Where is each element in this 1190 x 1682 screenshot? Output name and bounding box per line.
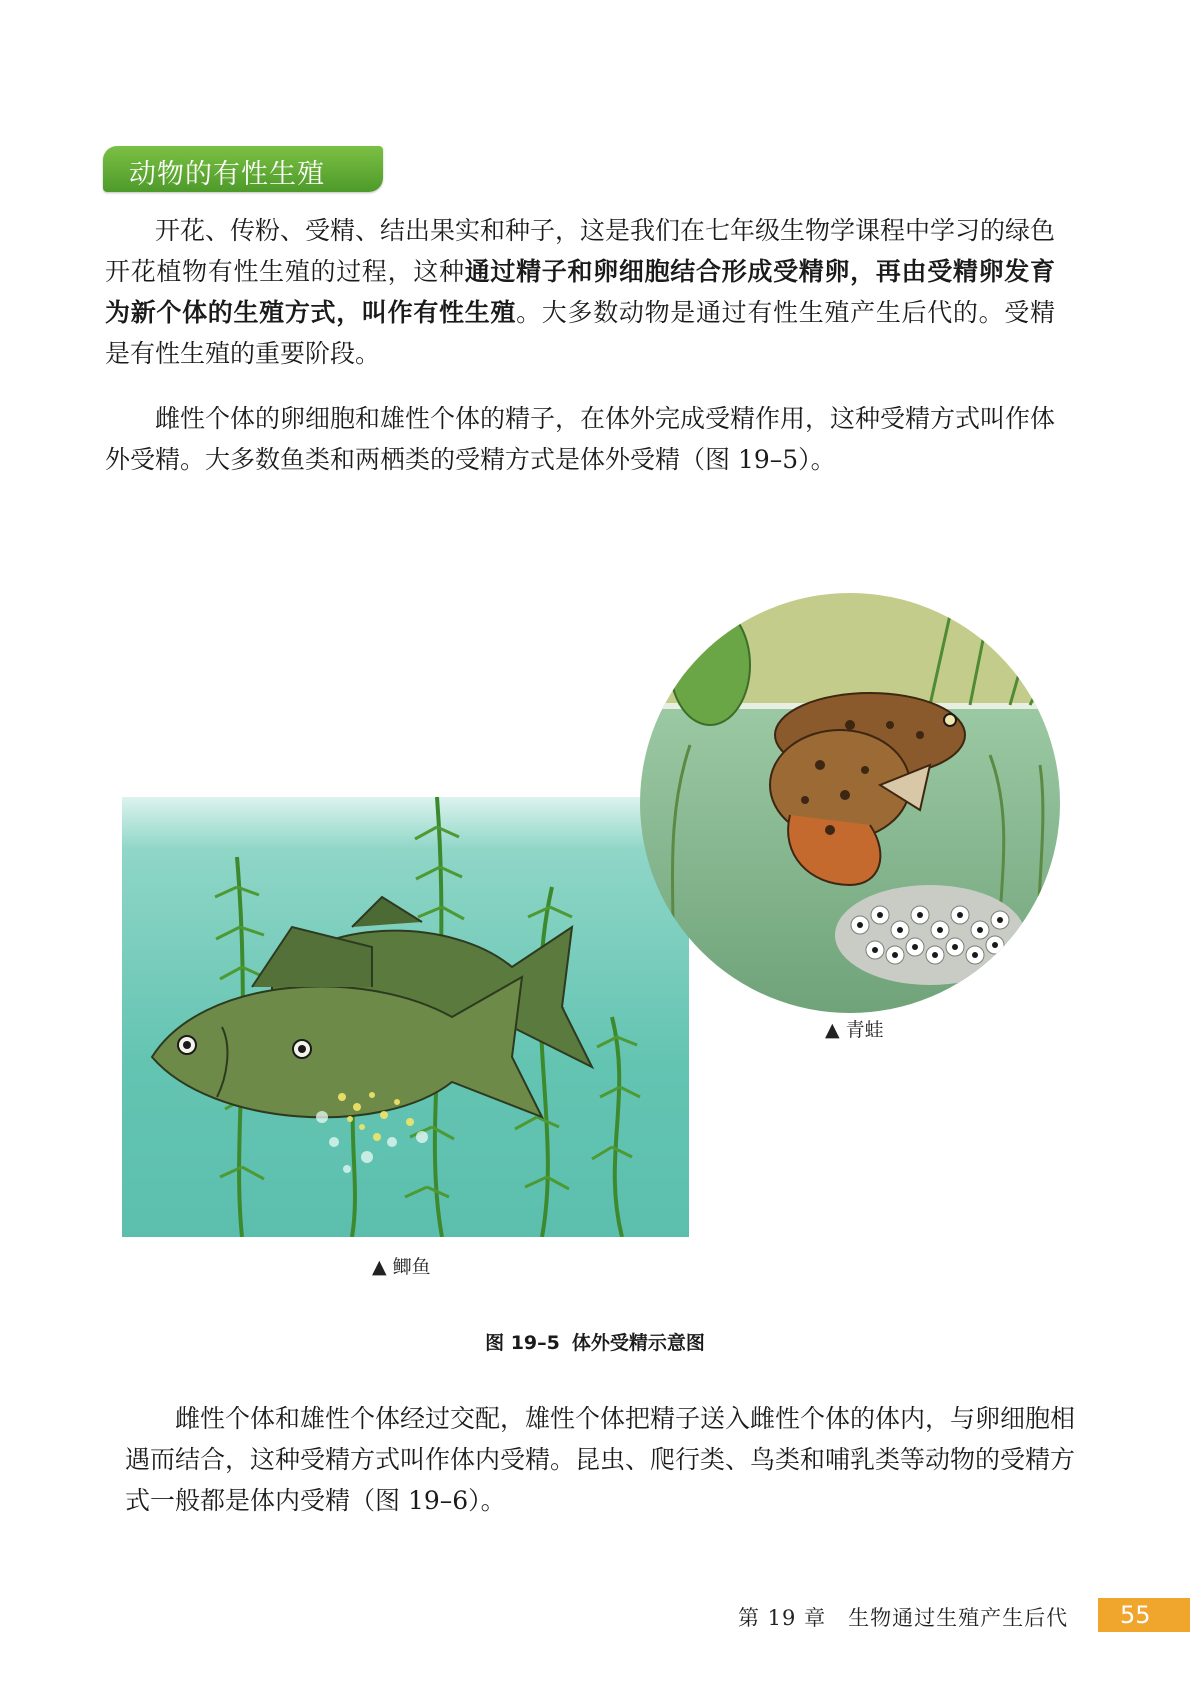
paragraph-external-fertilization: 雌性个体的卵细胞和雄性个体的精子，在体外完成受精作用，这种受精方式叫作体外受精。大多数鱼类和两栖类的受精方式是体外受精（图 19–5）。 (105, 404, 1056, 474)
page-number-tab (1098, 1598, 1190, 1632)
carp-illustration-art (122, 797, 689, 1237)
paragraph-sexual-reproduction (105, 210, 1055, 374)
p1-definition-bold: 通过精子和卵细胞结合形成受精卵，再由受精卵发育为新个体的生殖方式，叫作有性生殖 (105, 257, 1055, 327)
figure-title (0, 1328, 1190, 1355)
caption-frog: ▲ 青蛙 (825, 1019, 884, 1041)
figure-title-text: 体外受精示意图 (571, 1332, 705, 1354)
carp-illustration (122, 797, 689, 1237)
p1-text-c: 。大多数动物是通过有性生殖产生后代的。受精是有性生殖的重要阶段。 (105, 298, 1055, 368)
p1-text-a: 开花、传粉、受精、结出果实和种子，这是我们在七年级生物学课程中学习的绿色开花植物有性生殖的过程，这种 (105, 216, 1056, 286)
footer-chapter-title: 第 19 章 生物通过生殖产生后代 (738, 1606, 1069, 1630)
frog-illustration-art (630, 585, 1070, 1020)
page-number: 55 (1120, 1601, 1151, 1629)
paragraph-internal-fertilization: 雌性个体和雄性个体经过交配，雄性个体把精子送入雌性个体的体内，与卵细胞相遇而结合，这种受精方式叫作体内受精。昆虫、爬行类、鸟类和哺乳类等动物的受精方式一般都是体内受精（图 19–6）。 (125, 1404, 1076, 1515)
frog-eggs-icon (835, 885, 1025, 985)
frog-illustration (630, 585, 1070, 1020)
figure-number: 图 19–5 (485, 1332, 560, 1354)
caption-carp: ▲ 鲫鱼 (372, 1256, 431, 1278)
section-heading-banner (103, 146, 383, 192)
section-title: 动物的有性生殖 (129, 159, 325, 190)
